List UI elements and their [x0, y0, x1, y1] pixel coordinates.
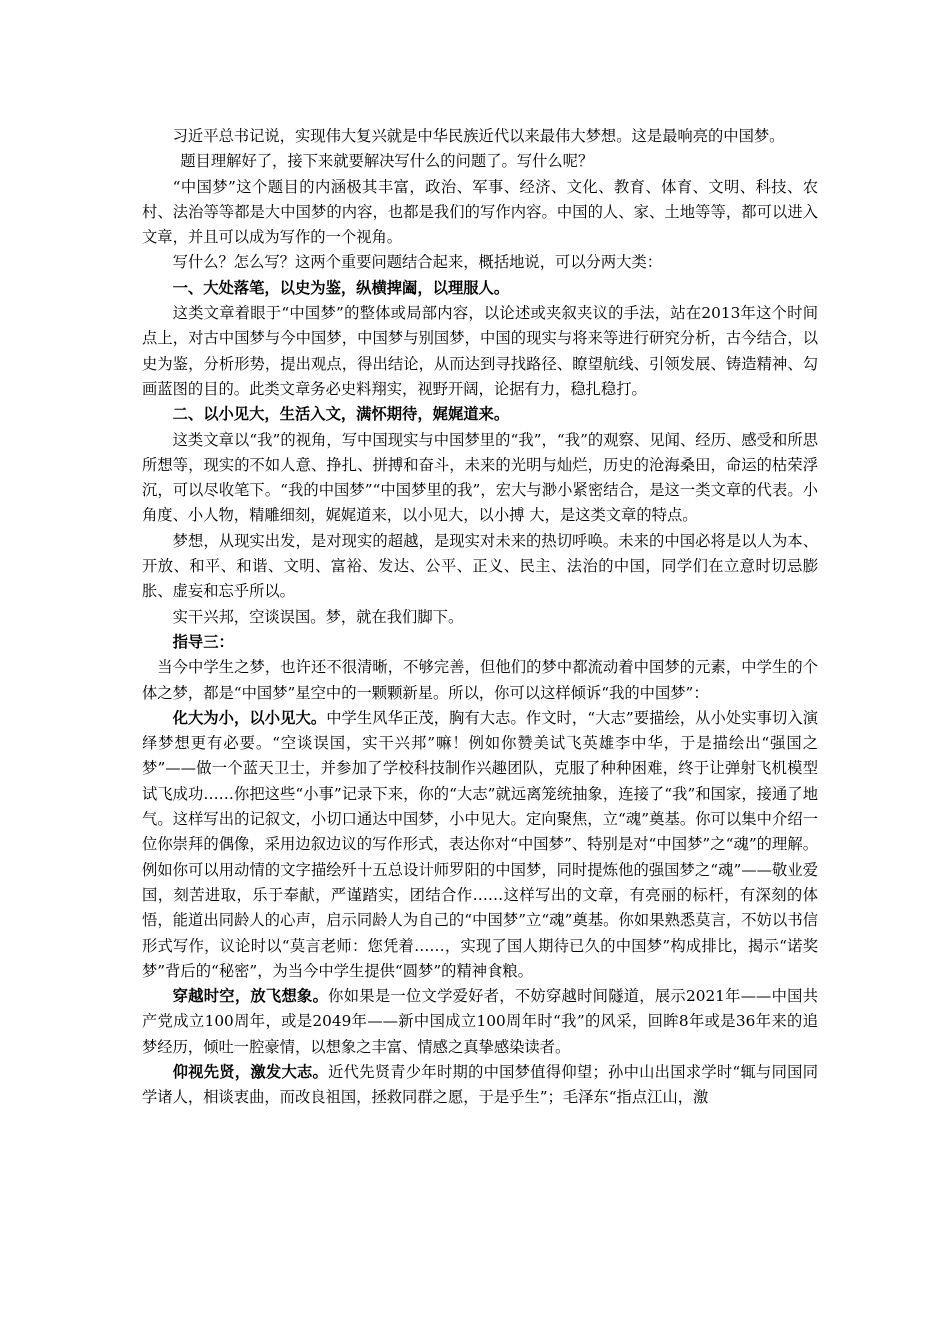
paragraph-11: [142, 984, 818, 1060]
paragraph-1: 习近平总书记说，实现伟大复兴就是中华民族近代以来最伟大梦想。这是最响亮的中国梦。: [172, 127, 785, 145]
document-page: [142, 124, 818, 1111]
paragraph-10-lead: 化大为小，以小见大。: [172, 708, 327, 727]
paragraph-12-body: 近代先贤青少年时期的中国梦值得仰望；孙中山出国求学时“辄与同国同学诸人，相谈衷曲，而改良祖国，拯救同群之愿，于是乎生”；毛泽东“指点江山，激: [142, 1062, 818, 1107]
paragraph-10: [142, 706, 818, 984]
paragraph-9: 当今中学生之梦，也许还不很清晰，不够完善，但他们的梦中都流动着中国梦的元素，中学生的个体之梦，都是“中国梦”星空中的一颗颗新星。所以，你可以这样倾诉“我的中国梦”：: [142, 658, 818, 702]
paragraph-6: 这类文章以“我”的视角，写中国现实与中国梦里的“我”，“我”的观察、见闻、经历、感受和所思所想等，现实的不如人意、挣扎、拼搏和奋斗，未来的光明与灿烂，历史的沧海桑田，命运的枯荣浮沉，可以尽收笔下。“我的中国梦”“中国梦里的我”，宏大与渺小紧密结合，是这一类文章的代表。小角度、小人物，精雕细刻，娓娓道来，以小见大，以小搏 大，是这类文章的特点。: [142, 430, 818, 525]
paragraph-12: [142, 1060, 818, 1111]
paragraph-5: 这类文章着眼于“中国梦”的整体或局部内容，以论述或夹叙夹议的手法，站在2013年这个时间点上，对古中国梦与今中国梦，中国梦与别国梦，中国的现实与将来等进行研究分析，古今结合，以史为鉴，分析形势，提出观点，得出结论，从而达到寻找路径、瞭望航线、引领发展、铸造精神、勾画蓝图的目的。此类文章务必史料翔实，视野开阔，论据有力，稳扎稳打。: [142, 304, 818, 398]
paragraph-4: 写什么？怎么写？这两个重要问题结合起来，概括地说，可以分两大类：: [172, 253, 663, 272]
paragraph-8: 实干兴邦，空谈误国。梦，就在我们脚下。: [172, 607, 464, 626]
paragraph-11-lead: 穿越时空，放飞想象。: [172, 987, 329, 1006]
paragraph-3: “中国梦”这个题目的内涵极其丰富，政治、军事、经济、文化、教育、体育、文明、科技、农村、法治等等都是大中国梦的内容，也都是我们的写作内容。中国的人、家、土地等等，都可以进入文章，并且可以成为写作的一个视角。: [142, 177, 818, 247]
paragraph-12-lead: 仰视先贤，激发大志。: [172, 1062, 329, 1081]
paragraph-7: 梦想，从现实出发，是对现实的超越，是现实对未来的热切呼唤。未来的中国必将是以人为本、开放、和平、和谐、文明、富裕、发达、公平、正义、民主、法治的中国，同学们在立意时切忌膨胀、虚妄和忘乎所以。: [142, 531, 818, 601]
paragraph-11-body: 你如果是一位文学爱好者，不妨穿越时间隧道，展示2021年——中国共产党成立100周年，或是2049年——新中国成立100周年时“我”的风采，回眸8年或是36年来的追梦经历，倾吐一腔豪情，以想象之丰富、情感之真挚感染读者。: [142, 987, 818, 1056]
paragraph-10-body: 中学生风华正茂，胸有大志。作文时，“大志”要描绘，从小处实事切入演绎梦想更有必要。“空谈误国，实干兴邦”嘛！例如你赞美试飞英雄李中华，于是描绘出“强国之梦”——做一个蓝天卫士，并参加了学校科技制作兴趣团队，克服了种种困难，终于让弹射飞机模型试飞成功……你把这些“小事”记录下来，你的“大志”就远离笼统抽象，连接了“我”和国家，接通了地气。这样写出的记叙文，小切口通达中国梦，小中见大。定向聚焦，立“魂”奠基。你可以集中介绍一位你崇拜的偶像，采用边叙边议的写作形式，表达你对“中国梦”、特别是对“中国梦”之“魂”的理解。例如你可以用动情的文字描绘歼十五总设计师罗阳的中国梦，同时提炼他的强国梦之“魂”——敬业爱国，刻苦进取，乐于奉献，严谨踏实，团结合作……这样写出的文章，有亮丽的标杆，有深刻的体悟，能道出同龄人的心声，启示同龄人为自己的“中国梦”立“魂”奠基。你如果熟悉莫言，不妨以书信形式写作，议论时以“莫言老师：您凭着……，实现了国人期待已久的中国梦”构成排比，揭示“诺奖梦”背后的“秘密”，为当今中学生提供“圆梦”的精神食粮。: [142, 708, 818, 980]
paragraph-2: 题目理解好了，接下来就要解决写什么的问题了。写什么呢？: [180, 152, 594, 171]
section-heading-3: 指导三：: [172, 632, 234, 651]
section-heading-1: 一、大处落笔，以史为鉴，纵横捭阖，以理服人。: [172, 278, 510, 297]
section-heading-2: 二、以小见大，生活入文，满怀期待，娓娓道来。: [172, 405, 510, 424]
